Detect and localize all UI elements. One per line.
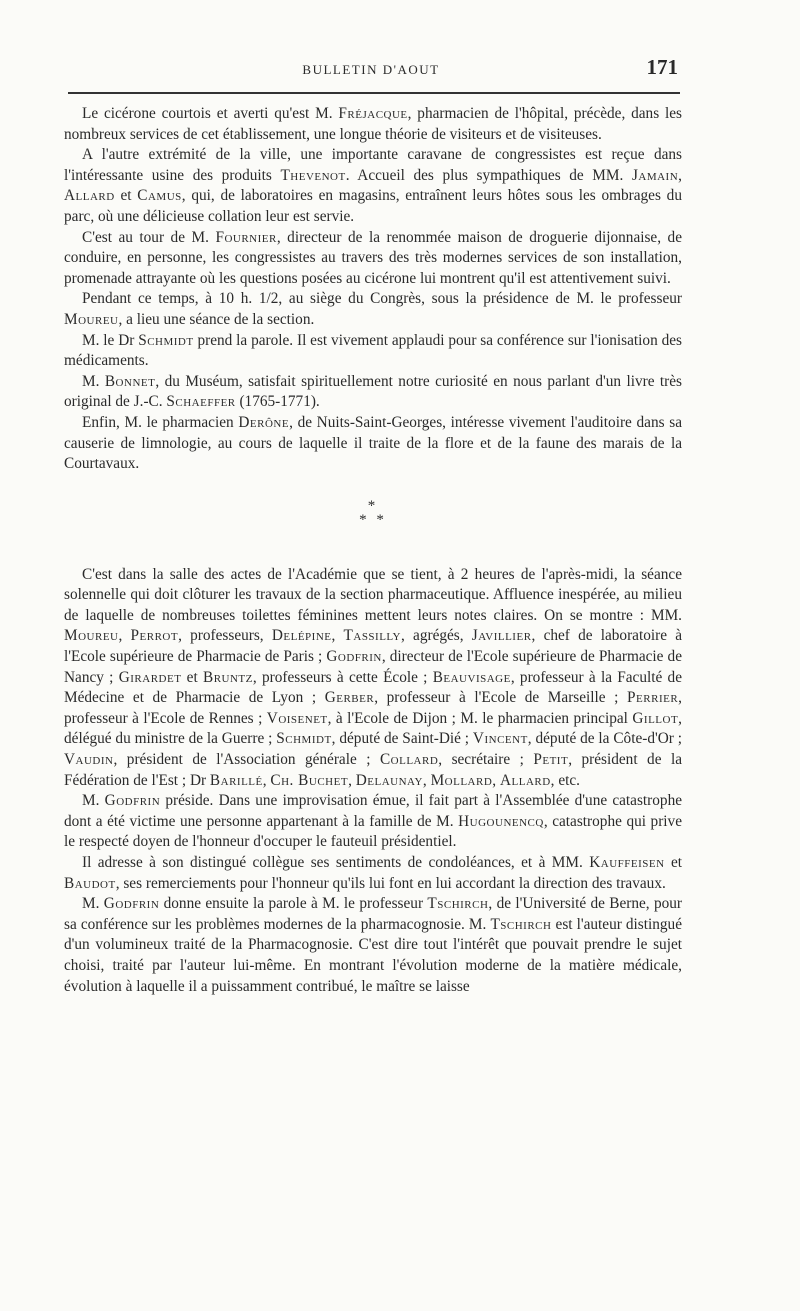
- person-name: Petit: [533, 751, 569, 769]
- text-run: prend la parole. Il est vivement applaudi pour sa conférence sur l'ionisation des médicaments.: [64, 331, 682, 370]
- person-name: Bonnet: [104, 372, 156, 390]
- paragraph: [64, 228, 682, 290]
- text-run: et: [114, 187, 138, 205]
- text-run: , a lieu une séance de la section.: [118, 310, 315, 328]
- person-name: Delaunay: [355, 771, 423, 789]
- text-run: , délégué du ministre de la Guerre ;: [64, 709, 682, 748]
- text-run: , député de Saint-Dié ;: [331, 730, 473, 748]
- person-name: Beauvisage: [432, 668, 511, 686]
- text-run: M.: [82, 792, 105, 810]
- person-name: Baudot: [64, 874, 116, 892]
- person-name: Kauffeisen: [589, 854, 665, 871]
- person-name: Vaudin: [64, 751, 114, 769]
- text-run: , ses remerciements pour l'honneur qu'ils lui font en lui accordant la direction des travaux.: [115, 874, 666, 892]
- person-name: Tschirch: [490, 915, 552, 933]
- paragraph: [64, 894, 682, 997]
- page-number: 171: [646, 55, 678, 79]
- text-run: , directeur de la renommée maison de droguerie dijonnaise, de conduire, en personne, les congressistes au travers des très modernes services de son installation, promenade attrayante où les questions posées au cicérone lui montrent qu'il est attentivement suivi.: [64, 228, 682, 287]
- paragraph: [64, 853, 682, 894]
- text-run: préside. Dans une improvisation émue, il fait part à l'Assemblée d'une catastrophe dont a été victime une personne appartenant à la famille de M.: [64, 792, 683, 830]
- person-name: Camus: [137, 187, 182, 205]
- paragraph: [64, 331, 682, 372]
- paragraph: [64, 565, 682, 792]
- text-run: donne ensuite la parole à M. le professeur: [159, 895, 428, 913]
- text-run: ,: [348, 771, 356, 789]
- header-rule: [68, 92, 680, 94]
- person-name: Hugounencq: [458, 812, 544, 830]
- text-run: ,: [118, 627, 131, 645]
- text-run: et: [181, 668, 203, 686]
- text-run: , de l'Université de Berne, pour sa conférence sur les problèmes modernes de la pharmacognosie. M.: [64, 895, 682, 933]
- person-name: Fournier: [215, 228, 277, 246]
- person-name: Godfrin: [326, 648, 382, 666]
- person-name: Voisenet: [266, 709, 328, 727]
- paragraph: [64, 413, 682, 475]
- text-run: , président de la Fédération de l'Est ; Dr: [64, 751, 682, 789]
- text-run: . Accueil des plus sympathiques de MM.: [345, 166, 632, 184]
- text-run: M.: [82, 895, 104, 913]
- body-text: [64, 104, 682, 997]
- person-name: Javillier: [471, 627, 532, 645]
- text-run: ,: [331, 627, 344, 645]
- running-title: BULLETIN D'AOUT: [302, 62, 440, 77]
- text-run: , chef de laboratoire à l'Ecole supérieure de Pharmacie de Paris ;: [64, 627, 682, 666]
- person-name: Mollard: [430, 771, 493, 789]
- text-run: Enfin, M. le pharmacien: [82, 413, 239, 431]
- text-run: , etc.: [550, 771, 580, 789]
- person-name: Fréjacque: [338, 105, 408, 122]
- text-run: , professeurs à cette École ;: [252, 668, 433, 686]
- person-name: Barillé: [209, 771, 263, 789]
- paragraph: [64, 289, 682, 330]
- person-name: Delépine: [271, 627, 332, 645]
- text-run: , catastrophe qui prive le respecté doyen de l'honneur d'occuper le fauteuil présidentiel.: [64, 812, 682, 851]
- text-run: Pendant ce temps, à 10 h. 1/2, au siège du Congrès, sous la présidence de M. le professeur: [82, 290, 682, 308]
- person-name: Schaeffer: [166, 393, 236, 411]
- person-name: Thevenot: [280, 166, 346, 184]
- separator-star: * *: [359, 511, 387, 528]
- person-name: Allard: [499, 771, 551, 789]
- person-name: Godfrin: [104, 792, 161, 810]
- text-run: , qui, de laboratoires en magasins, entraînent leurs hôtes sous les ombrages du parc, où une délicieuse collation leur est servie.: [64, 187, 682, 225]
- person-name: Perrot: [130, 627, 179, 645]
- person-name: Tschirch: [427, 895, 489, 913]
- text-run: est l'auteur distingué d'un volumineux traité de la Pharmacognosie. C'est dire tout l'intérêt que pouvait prendre le sujet choisi, traité par l'auteur lui-même. En montrant l'évolution moderne de la matière médicale, évolution à laquelle il a puissamment contribué, le maître se laisse: [64, 915, 682, 995]
- person-name: Gerber: [324, 689, 375, 707]
- text-run: et: [664, 854, 682, 871]
- text-run: M.: [82, 372, 105, 390]
- person-name: Allard: [64, 187, 115, 205]
- section-separator: [64, 499, 682, 527]
- person-name: Ch. Buchet: [270, 771, 349, 789]
- person-name: Collard: [379, 751, 439, 769]
- paragraph: [64, 791, 682, 853]
- text-run: A l'autre extrémité de la ville, une importante caravane de congressistes est reçue dans l'intéressante usine des produits: [64, 146, 682, 184]
- person-name: Moureu: [64, 627, 119, 645]
- person-name: Godfrin: [103, 895, 160, 913]
- text-run: ,: [678, 166, 682, 184]
- text-run: Le cicérone courtois et averti qu'est M.: [82, 105, 339, 122]
- person-name: Girardet: [118, 668, 182, 686]
- person-name: Schmidt: [138, 331, 194, 349]
- text-run: , agrégés,: [401, 627, 472, 645]
- text-run: (1765-1771).: [235, 393, 320, 411]
- text-run: , directeur de l'Ecole supérieure de Pharmacie de Nancy ;: [64, 648, 682, 686]
- text-run: , professeur à l'Ecole de Marseille ;: [374, 689, 628, 707]
- paragraph: [64, 145, 682, 227]
- page-header: [64, 56, 678, 82]
- text-run: , professeur à l'Ecole de Rennes ;: [64, 689, 682, 727]
- person-name: Gillot: [632, 709, 679, 727]
- text-run: , du Muséum, satisfait spirituellement notre curiosité en nous parlant d'un livre très original de J.-C.: [64, 372, 682, 411]
- person-name: Schmidt: [276, 730, 332, 748]
- person-name: Derône: [238, 413, 290, 431]
- text-run: , député de la Côte-d'Or ;: [527, 730, 682, 748]
- text-run: , à l'Ecole de Dijon ; M. le pharmacien principal: [327, 709, 633, 727]
- person-name: Tassilly: [343, 627, 401, 645]
- text-run: C'est au tour de M.: [82, 228, 216, 246]
- text-run: C'est dans la salle des actes de l'Académie que se tient, à 2 heures de l'après-midi, la séance solennelle qui doit clôturer les travaux de la section pharmaceutique. Affluence inespérée, au milieu de laquelle de nombreuses toilettes féminines mettent leurs notes claires. On se montre : MM.: [64, 565, 682, 624]
- paragraph: [64, 104, 682, 145]
- text-run: ,: [422, 771, 431, 789]
- text-run: , professeurs,: [178, 627, 272, 645]
- text-run: , pharmacien de l'hôpital, précède, dans les nombreux services de cet établissement, une longue théorie de visiteurs et de visiteuses.: [64, 105, 682, 143]
- person-name: Vincent: [472, 730, 528, 748]
- text-run: M. le Dr: [82, 331, 139, 349]
- text-run: , secrétaire ;: [438, 751, 534, 769]
- text-run: , président de l'Association générale ;: [113, 751, 380, 769]
- text-run: ,: [262, 771, 271, 789]
- person-name: Bruntz: [203, 668, 253, 686]
- paragraph: [64, 372, 682, 413]
- person-name: Perrier: [627, 689, 679, 707]
- person-name: Jamain: [631, 166, 679, 184]
- text-run: ,: [492, 771, 500, 789]
- person-name: Moureu: [64, 310, 119, 328]
- text-run: , de Nuits-Saint-Georges, intéresse vivement l'auditoire dans sa causerie de limnologie, au cours de laquelle il traite de la flore et de la faune des marais de la Courtavaux.: [64, 413, 682, 473]
- text-run: Il adresse à son distingué collègue ses sentiments de condoléances, et à MM.: [82, 854, 590, 871]
- text-run: , professeur à la Faculté de Médecine et de Pharmacie de Lyon ;: [64, 668, 682, 707]
- separator-star: *: [367, 497, 379, 514]
